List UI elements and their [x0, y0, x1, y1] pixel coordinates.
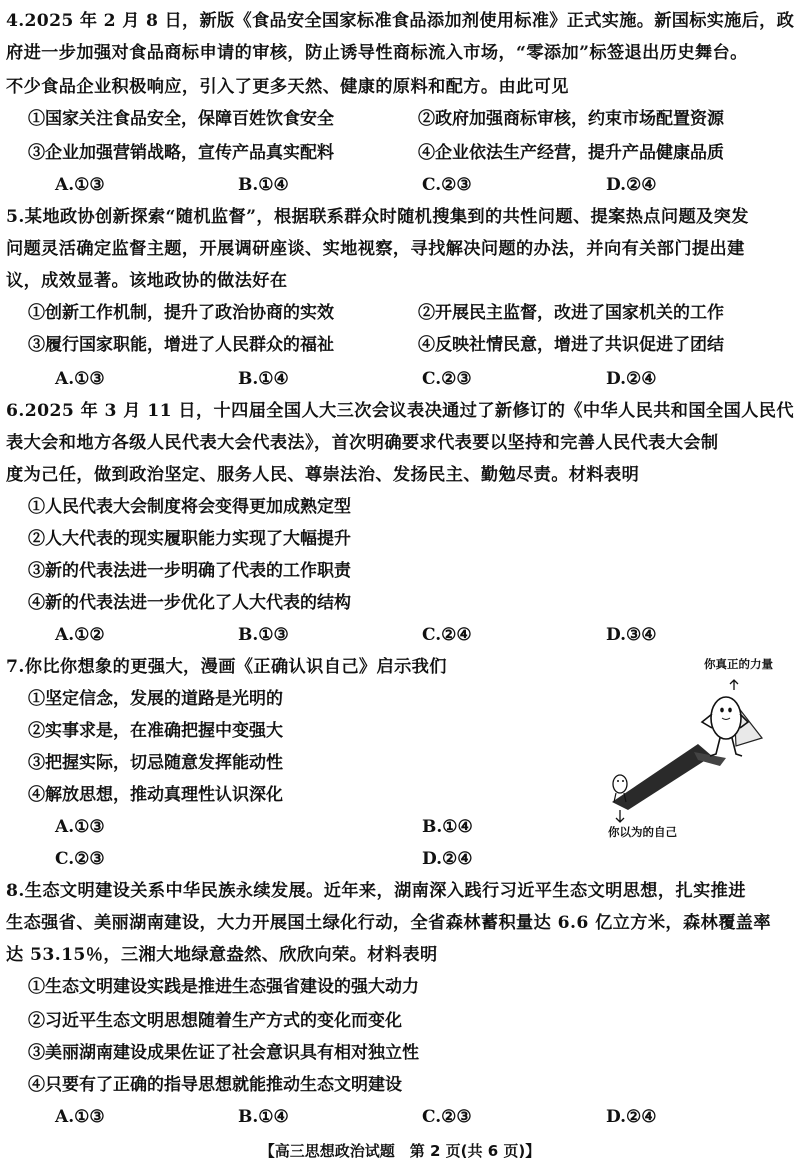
- question-7-option-1: ①坚定信念，发展的道路是光明的: [28, 689, 283, 709]
- question-6-option-1: ①人民代表大会制度将会变得更加成熟定型: [28, 497, 351, 517]
- question-6-stem-line-3: 度为己任，做到政治坚定、服务人民、尊崇法治、发扬民主、勤勉尽责。材料表明: [6, 465, 640, 485]
- question-8-stem-line-1: 8.生态文明建设关系中华民族永续发展。近年来，湖南深入践行习近平生态文明思想，扎实推进: [6, 881, 746, 901]
- question-6-choice-b: B.①③: [238, 625, 289, 645]
- question-5-option-1: ①创新工作机制，提升了政治协商的实效: [28, 303, 334, 323]
- question-4-option-3: ③企业加强营销战略，宣传产品真实配料: [28, 143, 334, 163]
- question-8-choice-c: C.②③: [422, 1107, 472, 1127]
- question-6-option-4: ④新的代表法进一步优化了人大代表的结构: [28, 593, 351, 613]
- question-6-choice-d: D.③④: [606, 625, 657, 645]
- question-5-choice-a: A.①③: [55, 369, 105, 389]
- question-8-choice-b: B.①④: [238, 1107, 289, 1127]
- question-8-choice-d: D.②④: [606, 1107, 657, 1127]
- cartoon-strong-self-shadow-icon: [598, 650, 794, 850]
- question-7-stem-line-1: 7.你比你想象的更强大，漫画《正确认识自己》启示我们: [6, 657, 447, 677]
- question-8-option-2: ②习近平生态文明思想随着生产方式的变化而变化: [28, 1011, 402, 1031]
- question-5-option-4: ④反映社情民意，增进了共识促进了团结: [418, 335, 724, 355]
- question-7-option-3: ③把握实际，切忌随意发挥能动性: [28, 753, 283, 773]
- question-7-choice-d: D.②④: [422, 849, 473, 869]
- question-6-option-2: ②人大代表的现实履职能力实现了大幅提升: [28, 529, 351, 549]
- question-4-choice-b: B.①④: [238, 175, 289, 195]
- question-6-stem-line-1: 6.2025 年 3 月 11 日，十四届全国人大三次会议表决通过了新修订的《中华人民共和国全国人民代: [6, 401, 794, 421]
- cartoon-illustration: [598, 650, 794, 850]
- question-5-choice-b: B.①④: [238, 369, 289, 389]
- cartoon-arrow-down: [616, 810, 624, 822]
- question-5-choice-d: D.②④: [606, 369, 657, 389]
- cartoon-eye-right: [728, 708, 732, 713]
- question-7-choice-c: C.②③: [55, 849, 105, 869]
- question-6-option-3: ③新的代表法进一步明确了代表的工作职责: [28, 561, 351, 581]
- question-4-choice-a: A.①③: [55, 175, 105, 195]
- question-6-choice-a: A.①②: [55, 625, 105, 645]
- question-7-option-2: ②实事求是，在准确把握中变强大: [28, 721, 283, 741]
- cartoon-bottom-caption: 你以为的自己: [608, 825, 677, 839]
- question-7-choice-b: B.①④: [422, 817, 473, 837]
- cartoon-leg-left: [710, 738, 720, 756]
- question-4-option-4: ④企业依法生产经营，提升产品健康品质: [418, 143, 724, 163]
- question-8-option-1: ①生态文明建设实践是推进生态强省建设的强大动力: [28, 977, 419, 997]
- question-8-stem-line-3: 达 53.15％，三湘大地绿意盎然、欣欣向荣。材料表明: [6, 945, 438, 965]
- question-7-option-4: ④解放思想，推动真理性认识深化: [28, 785, 283, 805]
- cartoon-small-figure-body: [613, 775, 627, 793]
- question-5-stem-line-2: 问题灵活确定监督主题，开展调研座谈、实地视察，寻找解决问题的办法，并向有关部门提出建: [6, 239, 745, 259]
- question-8-option-4: ④只要有了正确的指导思想就能推动生态文明建设: [28, 1075, 402, 1095]
- question-5-stem-line-3: 议，成效显著。该地政协的做法好在: [6, 271, 288, 291]
- question-4-stem-line-2: 府进一步加强对食品商标申请的审核，防止诱导性商标流入市场，“零添加”标签退出历史舞台。: [6, 43, 748, 63]
- question-4-choice-c: C.②③: [422, 175, 472, 195]
- question-4-stem-line-3: 不少食品企业积极响应，引入了更多天然、健康的原料和配方。由此可见: [6, 77, 569, 97]
- question-4-stem-line-1: 4.2025 年 2 月 8 日，新版《食品安全国家标准食品添加剂使用标准》正式实施。新国标实施后，政: [6, 11, 795, 31]
- cartoon-eye-left: [720, 708, 724, 713]
- cartoon-small-eye-right: [622, 780, 624, 782]
- question-5-option-2: ②开展民主监督，改进了国家机关的工作: [418, 303, 724, 323]
- question-4-choice-d: D.②④: [606, 175, 657, 195]
- page-footer: 【高三思想政治试题 第 2 页(共 6 页)】: [259, 1142, 541, 1160]
- question-6-stem-line-2: 表大会和地方各级人民代表大会代表法》，首次明确要求代表要以坚持和完善人民代表大会制: [6, 433, 719, 453]
- cartoon-arrow-up: [730, 680, 738, 690]
- question-4-option-2: ②政府加强商标审核，约束市场配置资源: [418, 109, 724, 129]
- cartoon-strong-figure-body: [711, 697, 741, 739]
- question-8-stem-line-2: 生态强省、美丽湖南建设，大力开展国土绿化行动，全省森林蓄积量达 6.6 亿立方米，森林覆盖率: [6, 913, 771, 933]
- question-5-choice-c: C.②③: [422, 369, 472, 389]
- question-5-stem-line-1: 5.某地政协创新探索“随机监督”，根据联系群众时随机搜集到的共性问题、提案热点问题及突发: [6, 207, 749, 227]
- question-4-option-1: ①国家关注食品安全，保障百姓饮食安全: [28, 109, 334, 129]
- cartoon-small-eye-left: [617, 780, 619, 782]
- cartoon-top-caption: 你真正的力量: [704, 657, 773, 671]
- question-8-choice-a: A.①③: [55, 1107, 105, 1127]
- question-8-option-3: ③美丽湖南建设成果佐证了社会意识具有相对独立性: [28, 1043, 419, 1063]
- question-6-choice-c: C.②④: [422, 625, 472, 645]
- question-7-choice-a: A.①③: [55, 817, 105, 837]
- question-5-option-3: ③履行国家职能，增进了人民群众的福祉: [28, 335, 334, 355]
